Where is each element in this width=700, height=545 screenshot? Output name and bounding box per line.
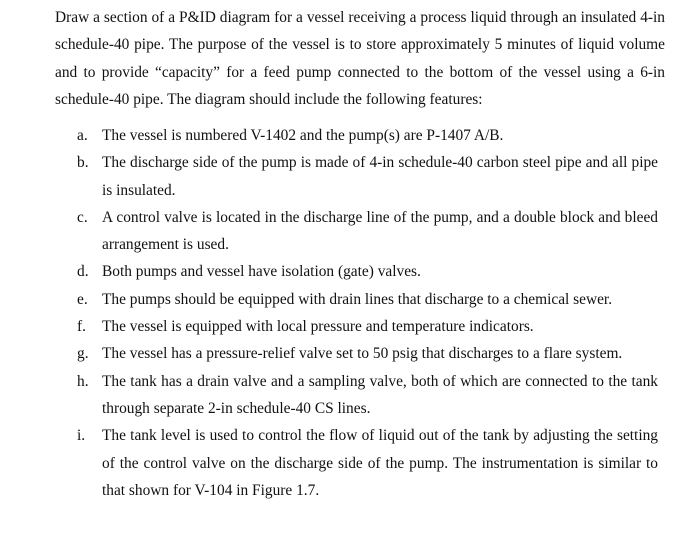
list-item [72,149,658,204]
list-item-text: The discharge side of the pump is made of 4-in schedule-40 carbon steel pipe and all pipe is insulated. [102,154,658,199]
list-item [72,340,658,367]
list-item-text: The tank has a drain valve and a sampling valve, both of which are connected to the tank through separate 2-in schedule-40 CS lines. [102,372,658,417]
list-item-text: The vessel is numbered V-1402 and the pump(s) are P-1407 A/B. [102,127,504,144]
feature-list [72,122,658,504]
list-item [72,204,658,259]
list-item-text: The vessel is equipped with local pressure and temperature indicators. [102,318,534,336]
list-marker: i. [77,427,86,445]
list-marker: a. [77,127,88,144]
list-item-text: The vessel has a pressure-relief valve set to 50 psig that discharges to a flare system. [102,345,623,363]
list-item [72,422,658,504]
list-marker: h. [77,372,89,390]
list-item [72,368,658,423]
list-item [72,122,658,149]
list-item-text: Both pumps and vessel have isolation (gate) valves. [102,263,421,281]
list-item-text: The tank level is used to control the flow of liquid out of the tank by adjusting the setting of the control valve on the discharge side of the pump. The instrumentation is similar to that shown for V-104 in Figure 1.7. [102,427,658,499]
list-marker: e. [77,290,88,308]
list-marker: b. [77,154,89,172]
list-marker: g. [77,345,89,363]
list-marker: f. [77,318,86,336]
list-item [72,313,658,340]
list-item [72,258,658,285]
list-item [72,286,658,313]
intro-paragraph: Draw a section of a P&ID diagram for a vessel receiving a process liquid through an insulated 4-in schedule-40 pipe. The purpose of the vessel is to store approximately 5 minutes of liquid volume and to provide “capacity” for a feed pump connected to the bottom of the vessel using a 6-in schedule-40 pipe. The diagram should include the following features: [55,9,665,108]
list-item-text: The pumps should be equipped with drain lines that discharge to a chemical sewer. [102,290,613,308]
list-marker: d. [77,263,89,281]
list-item-text: A control valve is located in the discharge line of the pump, and a double block and bleed arrangement is used. [102,208,658,254]
list-marker: c. [77,208,88,226]
